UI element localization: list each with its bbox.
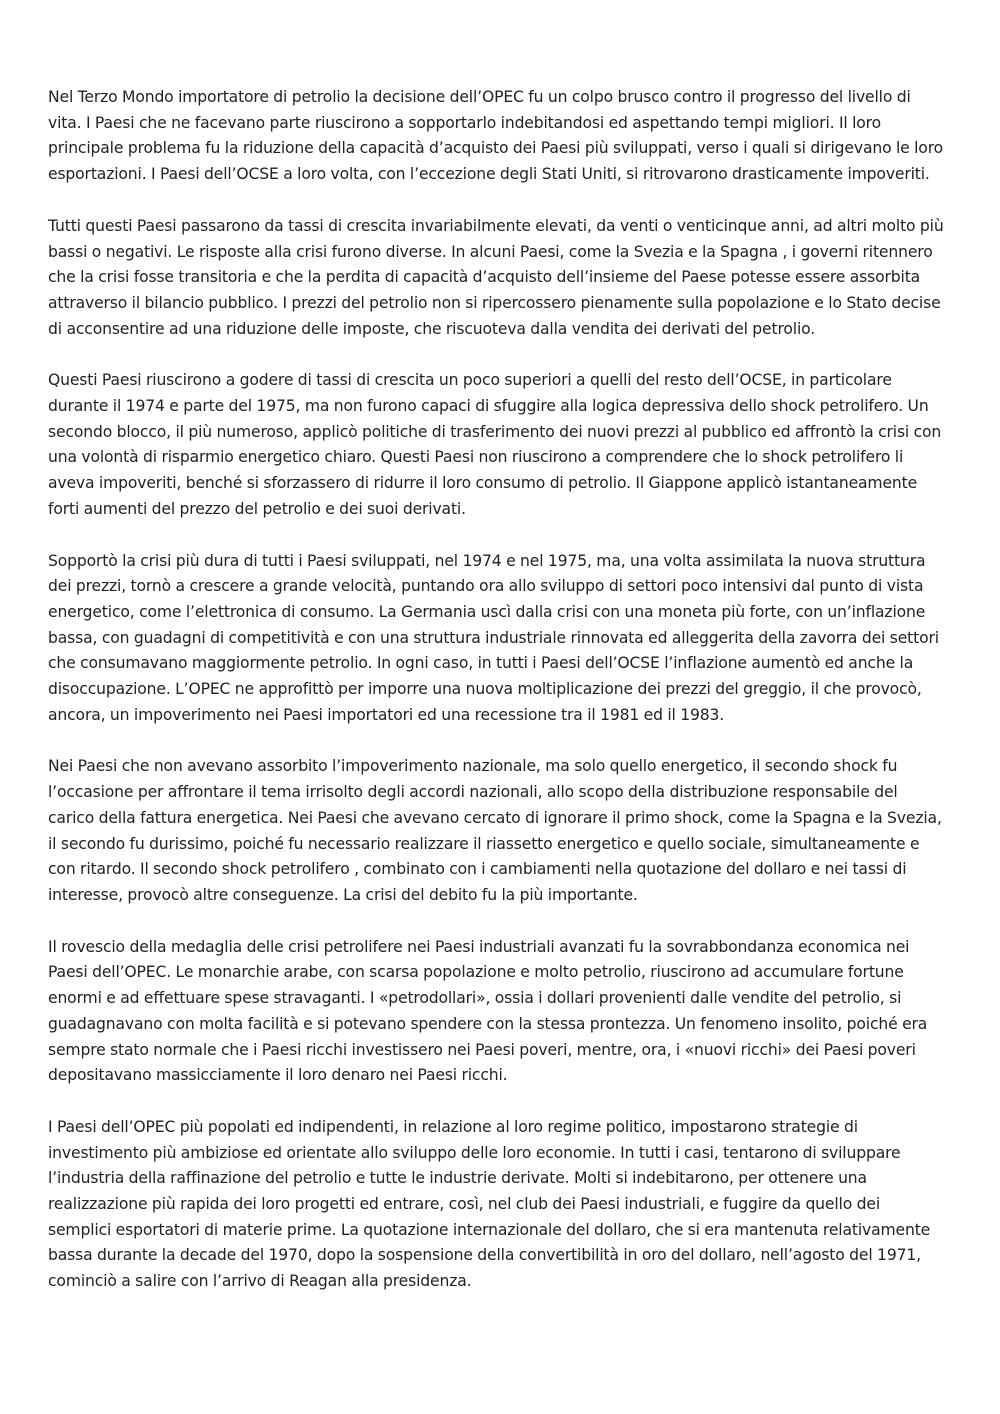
paragraph-petrodollars: Il rovescio della medaglia delle crisi petrolifere nei Paesi industriali avanzati fu la sovrabbondanza economica nei Paesi dell’OPEC. Le monarchie arabe, con scarsa popolazione e molto petrolio, riuscirono ad accumulare fortune enormi e ad effettuare spese stravaganti. I «petrodollari», ossia i dollari provenienti dalle vendite del petrolio, si guadagnavano con molta facilità e si potevano spendere con la stessa prontezza. Un fenomeno insolito, poiché era sempre stato normale che i Paesi ricchi investissero nei Paesi poveri, mentre, ora, i «nuovi ricchi» dei Paesi poveri depositavano massicciamente il loro denaro nei Paesi ricchi. (48, 937, 928, 1085)
paragraph-opec-third-world: Nel Terzo Mondo importatore di petrolio la decisione dell’OPEC fu un colpo brusco contro il progresso del livello di vita. I Paesi che ne facevano parte riuscirono a sopportarlo indebitandosi ed aspettando tempi migliori. Il loro principale problema fu la riduzione della capacità d’acquisto dei Paesi più sviluppati, verso i quali si dirigevano le loro esportazioni. I Paesi dell’OCSE a loro volta, con l’eccezione degli Stati Uniti, si ritrovarono drasticamente impoveriti. (48, 88, 944, 184)
paragraph-ocse-second-bloc: Questi Paesi riuscirono a godere di tassi di crescita un poco superiori a quelli del resto dell’OCSE, in particolare durante il 1974 e parte del 1975, ma non furono capaci di sfuggire alla logica depressiva dello shock petrolifero. Un secondo blocco, il più numeroso, applicò politiche di trasferimento dei nuovi prezzi al pubblico ed affrontò la crisi con una volontà di risparmio energetico chiaro. Questi Paesi non riuscirono a comprendere che lo shock petrolifero li aveva impoveriti, benché si sforzassero di ridurre il loro consumo di petrolio. Il Giappone applicò istantaneamente forti aumenti del prezzo del petrolio e dei suoi derivati. (48, 371, 942, 518)
paragraph-second-shock: Nei Paesi che non avevano assorbito l’impoverimento nazionale, ma solo quello energetico, il secondo shock fu l’occasione per affrontare il tema irrisolto degli accordi nazionali, allo scopo della distribuzione responsabile del carico della fattura energetica. Nei Paesi che avevano cercato di ignorare il primo shock, come la Spagna e la Svezia, il secondo fu durissimo, poiché fu necessario realizzare il riassetto energetico e quello sociale, simultaneamente e con ritardo. Il secondo shock petrolifero , combinato con i cambiamenti nella quotazione del dollaro e nei tassi di interesse, provocò altre conseguenze. La crisi del debito fu la più importante. (48, 757, 942, 904)
paragraph-opec-investment: I Paesi dell’OPEC più popolati ed indipendenti, in relazione al loro regime politico, impostarono strategie di investimento più ambiziose ed orientate allo sviluppo delle loro economie. In tutti i casi, tentarono di sviluppare l’industria della raffinazione del petrolio e tutte le industrie derivate. Molti si indebitarono, per ottenere una realizzazione più rapida dei loro progetti ed entrare, così, nel club dei Paesi industriali, e fuggire da quello dei semplici esportatori di materie prime. La quotazione internazionale del dollaro, che si era mantenuta relativamente bassa durante la decade del 1970, dopo la sospensione della convertibilità in oro del dollaro, nell’agosto del 1971, cominciò a salire con l’arrivo di Reagan alla presidenza. (48, 1117, 931, 1291)
paragraph-growth-rates: Tutti questi Paesi passarono da tassi di crescita invariabilmente elevati, da venti o venticinque anni, ad altri molto più bassi o negativi. Le risposte alla crisi furono diverse. In alcuni Paesi, come la Svezia e la Spagna , i governi ritennero che la crisi fosse transitoria e che la perdita di capacità d’acquisto dell’insieme del Paese potesse essere assorbita attraverso il bilancio pubblico. I prezzi del petrolio non si ripercossero pienamente sulla popolazione e lo Stato decise di acconsentire ad una riduzione delle imposte, che riscuoteva dalla vendita dei derivati del petrolio. (48, 216, 944, 338)
paragraph-japan-germany: Sopportò la crisi più dura di tutti i Paesi sviluppati, nel 1974 e nel 1975, ma, una volta assimilata la nuova struttura dei prezzi, tornò a crescere a grande velocità, puntando ora allo sviluppo di settori poco intensivi dal punto di vista energetico, come l’elettronica di consumo. La Germania uscì dalla crisi con una moneta più forte, con un’inflazione bassa, con guadagni di competitività e con una struttura industriale rinnovata ed alleggerita della zavorra dei settori che consumavano maggiormente petrolio. In ogni caso, in tutti i Paesi dell’OCSE l’inflazione aumentò ed anche la disoccupazione. L’OPEC ne approfittò per imporre una nuova moltiplicazione dei prezzi del greggio, il che provocò, ancora, un impoverimento nei Paesi importatori ed una recessione tra il 1981 ed il 1983. (48, 551, 939, 724)
